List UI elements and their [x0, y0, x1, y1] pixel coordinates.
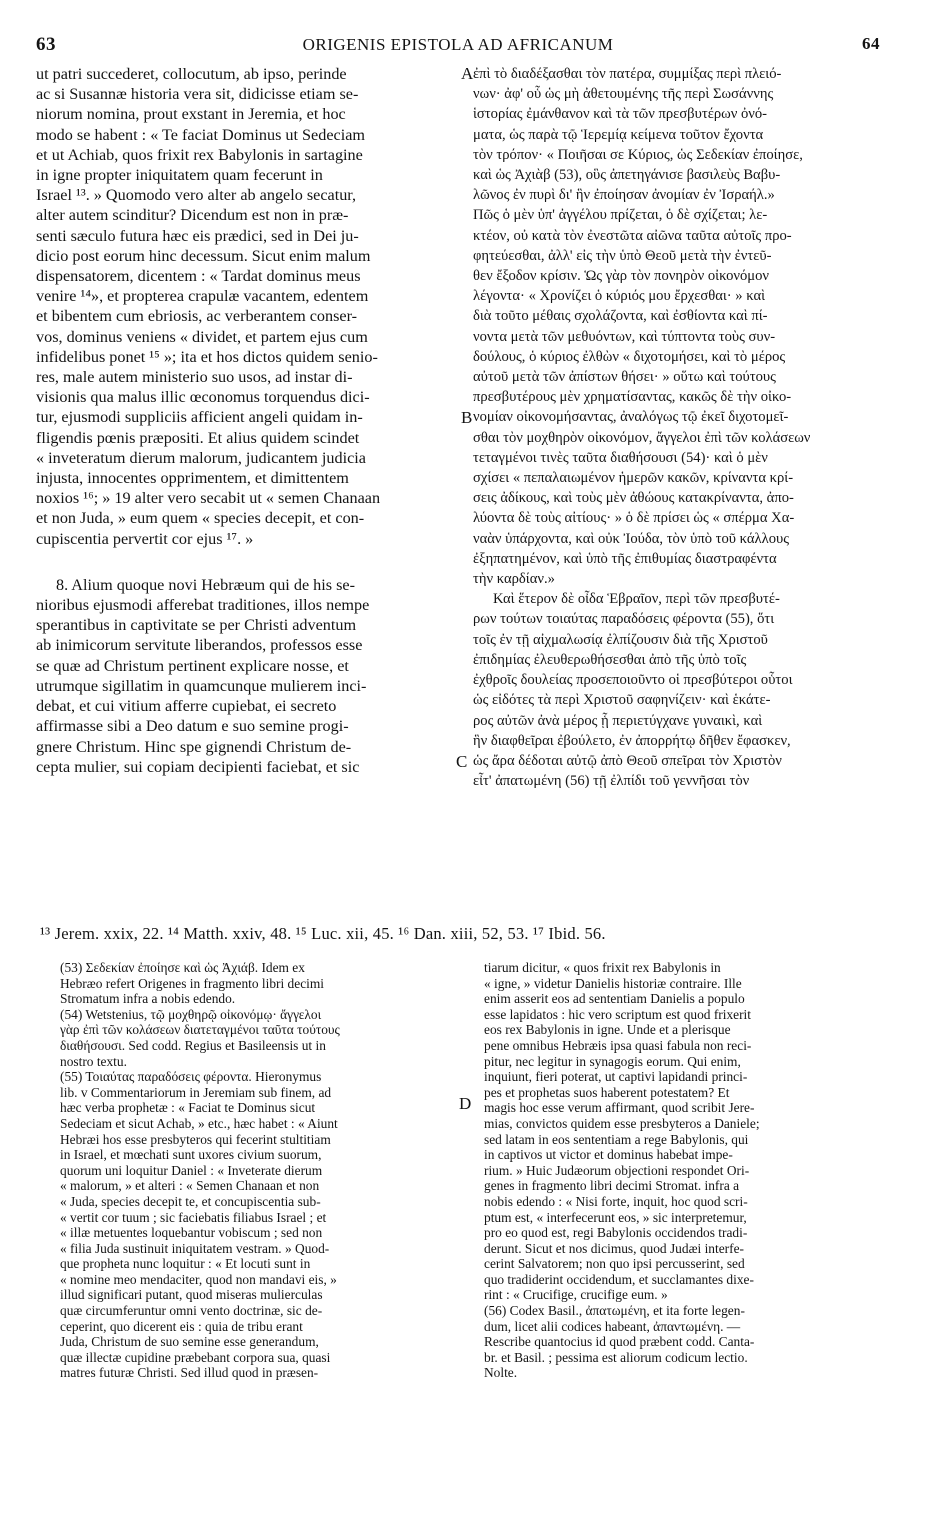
latin-text-line: venire ¹⁴», et propterea crapulæ vacantem, edentem	[36, 287, 369, 306]
footnote-line: sed latam in eos sententiam a rege Babylonis, qui	[484, 1131, 749, 1147]
footnote-line: matres futuræ Christi. Sed illud quod in præsen-	[60, 1365, 319, 1381]
greek-text-line: ἱστορίας ἐμάνθανον καὶ τὰ τῶν πρεσβυτέρων ὀνό-	[473, 106, 768, 123]
page-header	[36, 34, 880, 58]
latin-text-line: visionis qua malus illic œconomus torquendus dici-	[36, 388, 370, 407]
footnote-line: genes in fragmento libri decimi Stromat. infra a	[484, 1178, 740, 1194]
footnote-line: derunt. Sicut et nos dicimus, quod Judæi interfe-	[484, 1240, 744, 1256]
latin-text-line: injusta, innocentes opprimentem, et dimittentem	[36, 469, 349, 488]
greek-text-line: διὰ τοῦτο μέθαις σχολάζοντα, καὶ ἐσθίοντα καὶ πί-	[473, 308, 768, 325]
greek-column	[473, 64, 879, 791]
latin-text-line: dicio post eorum hinc decessum. Sicut enim malum	[36, 246, 371, 265]
greek-text-line: εἶτ' ἀπατωμένη (56) τῇ ἐλπίδι τοῦ γεννῆσαι τὸν	[473, 773, 750, 790]
footnote-line: nobis edendo : « Nisi forte, inquit, hoc quod scri-	[484, 1193, 748, 1209]
margin-marker-d: D	[459, 1094, 472, 1113]
greek-text-line: ἐχθροῖς δουλείας προσεποιοῦντο οἱ πρεσβύτεροι οὗτοι	[473, 672, 793, 689]
footnote-line: (53) Σεδεκίαν ἐποίησε καὶ ὡς Ἀχιάβ. Idem ex	[60, 960, 305, 975]
latin-text-line: alter autem scinditur? Dicendum est non in præ-	[36, 206, 349, 225]
greek-text-line: ἣν διαφθεῖραι ἐβούλετο, ἐν ἀπορρήτῳ δῆθεν ἔφασκεν,	[473, 732, 791, 749]
latin-text-line: cepta mulier, sui copiam decipienti faciebat, et sic	[36, 757, 360, 776]
footnote-line: « Juda, species decepit te, et concupiscentia sub-	[60, 1193, 321, 1209]
latin-text-line: noxios ¹⁶; » 19 alter vero secabit ut « semen Chanaan	[36, 489, 381, 508]
footnote-line: inquiunt, fieri poterat, ut captivi lapidandi princi-	[484, 1069, 748, 1085]
footnote-line: cerint Salvatorem; non quo ipsi percusserint, sed	[484, 1256, 745, 1272]
footnote-line: διαθήσουσι. Sed codd. Regius et Basileensis ut in	[60, 1037, 326, 1053]
margin-marker-c: C	[456, 752, 468, 771]
footnote-line: ptum est, « interfecerunt eos, » sic interpretemur,	[484, 1209, 747, 1225]
footnote-line: rint : « Crucifige, crucifige eum. »	[484, 1287, 668, 1303]
footnote-line: magis hoc esse verum affirmant, quod scribit Jere-	[484, 1100, 755, 1116]
greek-text-line: κτέον, οὐ κατὰ τὸν ἐνεστῶτα αἰῶνα ταῦτα αὐτοῖς προ-	[473, 227, 792, 244]
footnote-line: Stromatum infra a nobis edendo.	[60, 991, 236, 1007]
latin-text-line: ab inimicorum servitute liberandos, professos esse	[36, 636, 363, 655]
footnote-line: Sedeciam et sicut Achab, » etc., hæc habet : « Aiunt	[60, 1115, 338, 1131]
latin-text-line: niorum nomina, prout exstant in Jeremia, et hoc	[36, 105, 346, 124]
greek-text-line: τοῖς ἐν τῇ αἰχμαλωσίᾳ ἐλπίζουσιν διὰ τῆς Χριστοῦ	[473, 631, 768, 648]
latin-text-line: Israel ¹³. » Quomodo vero alter ab angelo secatur,	[36, 186, 357, 205]
footnote-line: pro eo quod est, regi Babylonis occidendos tradi-	[484, 1225, 748, 1241]
latin-text-line: gnere Christum. Hinc spe gignendi Christum de-	[36, 737, 352, 756]
footnote-line: Juda, Christum de suo semine esse generandum,	[60, 1334, 319, 1350]
footnote-line: Nolte.	[484, 1365, 518, 1381]
footnote-line: Hebræi hos esse presbyteros qui fecerint stultitiam	[60, 1131, 331, 1147]
latin-text-line: « inveteratum dierum malorum, judicantem judicia	[36, 448, 366, 467]
running-title: ORIGENIS EPISTOLA AD AFRICANUM	[302, 35, 614, 54]
latin-text-line: dispensatorem, dicentem : « Tardat dominus meus	[36, 267, 361, 286]
greek-text-line: νοντα μετὰ τῶν μεθυόντων, καὶ τύπτοντα τοὺς συν-	[473, 328, 776, 345]
latin-text-line: sperantibus in captivitate se per Christi adventum	[36, 616, 357, 635]
footnote-line: γὰρ ἐπὶ τῶν κολάσεων διατεταγμένοι ταῦτα τούτους	[60, 1022, 340, 1038]
footnote-line: pitur, nec legitur in synagogis eorum. Qui enim,	[484, 1053, 741, 1069]
footnotes-left-column	[60, 960, 452, 1381]
margin-marker-b: B	[461, 408, 473, 427]
greek-text-line: ἐπιδημίας ἐλευθερωθήσεσθαι ἀπὸ τῆς ὑπὸ τοῖς	[473, 651, 747, 668]
greek-text-line: ματα, ὡς παρὰ τῷ Ἱερεμίᾳ κείμενα τοῦτον ἔχοντα	[473, 126, 764, 143]
greek-text-line: ὡς εἰδότες τὰ περὶ Χριστοῦ σαφηνίζειν· καὶ ἑκάτε-	[473, 692, 771, 709]
footnote-line: (56) Codex Basil., ἀπατωμένη, et ita forte legen-	[484, 1303, 745, 1319]
footnote-line: « vertit cor tuum ; sic faciebatis filiabus Israel ; et	[60, 1209, 327, 1225]
greek-text-line: δούλους, ὁ κύριος ἐλθὼν « διχοτομήσει, καὶ τὸ μέρος	[473, 348, 786, 365]
greek-text-line: τεταγμένοι τινὲς ταῦτα διαθήσουσι (54)· καὶ ὁ μὲν	[473, 449, 768, 466]
greek-text-line: ρων τούτων τοιαύτας παραδόσεις φέροντα (55), ὅτι	[473, 611, 775, 628]
latin-text-line: se quæ ad Christum pertinent explicare nosse, et	[36, 656, 349, 675]
greek-text-line: ὡς ἄρα δέδοται αὐτῷ ἀπὸ Θεοῦ σπεῖραι τὸν Χριστὸν	[473, 752, 782, 769]
footnote-line: (54) Wetstenius, τῷ μοχθηρῷ οἰκονόμῳ· ἄγγελοι	[60, 1006, 322, 1022]
footnote-line: lib. v Commentariorum in Jeremiam sub finem, ad	[60, 1084, 332, 1100]
footnote-line: (55) Τοιαύτας παραδόσεις φέροντα. Hieronymus	[60, 1069, 322, 1085]
latin-column	[36, 64, 456, 777]
footnote-line: enim asserit eos ad sententiam Danielis a populo	[484, 991, 745, 1007]
greek-text-line: λῶνος ἐν πυρὶ δι' ἣν ἐποίησαν ἀνομίαν ἐν Ἰσραήλ.»	[473, 187, 775, 204]
greek-text-line: ρος αὐτῶν ἀνὰ μέρος ᾗ περιετύγχανε γυναικὶ, καὶ	[473, 712, 763, 729]
margin-marker-a: A	[461, 64, 474, 83]
greek-text-line: λέγοντα· « Χρονίζει ὁ κύριός μου ἔρχεσθαι· » καὶ	[473, 288, 766, 305]
footnote-line: « malorum, » et alteri : « Semen Chanaan et non	[60, 1178, 320, 1194]
greek-text-line: σθαι τὸν μοχθηρὸν οἰκονόμον, ἄγγελοι ἐπὶ τῶν κολάσεων	[473, 429, 811, 446]
greek-text-line: τὸν τρόπον· « Ποιῆσαι σε Κύριος, ὡς Σεδεκίαν ἐποίησε,	[473, 146, 803, 163]
greek-paragraph-2	[473, 589, 879, 791]
footnote-line: Rescribe quantocius id quod præbent codd. Canta-	[484, 1334, 755, 1350]
latin-text-line: debat, et cui vitium afferre cupiebat, ei secreto	[36, 697, 337, 716]
footnote-line: « illæ metuentes loquebantur vobiscum ; sed non	[60, 1225, 323, 1241]
footnote-line: « nomine meo mendaciter, quod non mandavi eis, »	[60, 1271, 337, 1287]
page-number-right: 64	[862, 34, 880, 53]
latin-text-line: res, male autem ministerio suo usos, ad instar di-	[36, 368, 353, 387]
latin-text-line: et bibentem cum ebriosis, ac verberantem conser-	[36, 307, 358, 326]
greek-text-line: καὶ ὡς Ἀχιὰβ (53), οὓς ἀπετηγάνισε βασιλεὺς Βαβυ-	[473, 167, 781, 184]
footnote-line: br. et Basil. ; pessima est aliorum codicum lectio.	[484, 1349, 748, 1365]
footnote-line: in captivos ut victor et dominus habebat impe-	[484, 1147, 733, 1163]
footnote-line: pene omnibus Hebræis ipsa quasi fabula non reci-	[484, 1037, 752, 1053]
greek-text-line: αὐτοῦ μετὰ τῶν ἀπίστων θήσει· » οὕτω καὶ τούτους	[473, 369, 776, 386]
latin-text-line: modo se habent : « Te faciat Dominus ut Sedeciam	[36, 125, 365, 144]
latin-text-line: cupiscentia pervertit cor ejus ¹⁷. »	[36, 529, 254, 548]
footnote-line: quo tradiderint occidendum, et succlamantes dixe-	[484, 1271, 754, 1287]
footnote-line: nostro textu.	[60, 1053, 127, 1069]
latin-text-line: infidelibus ponet ¹⁵ »; ita et hos dictos quidem senio-	[36, 347, 378, 366]
latin-text-line: ut patri succederet, collocutum, ab ipso, perinde	[36, 65, 347, 83]
greek-text-line: φητεύεσθαι, ἀλλ' εἰς τὴν ὑπὸ Θεοῦ μετὰ τὴν ἐντεῦ-	[473, 247, 772, 264]
greek-text-line: ναὰν ὑπάρχοντα, καὶ οὐκ Ἰούδα, τὸν ὑπὸ τοῦ κάλλους	[473, 530, 790, 547]
footnote-line: esse lapidatos : hic vero scriptum est quod frixerit	[484, 1006, 752, 1022]
latin-text-line: 8. Alium quoque novi Hebræum qui de his se-	[56, 575, 355, 594]
footnote-line: hæc verba prophetæ : « Faciat te Dominus sicut	[60, 1100, 316, 1116]
greek-text-line: πρεσβυτέρους μὲν χρηματίσαντας, κακῶς δὲ τὴν οἰκο-	[473, 389, 792, 406]
greek-text-line: ἐξηπατημένον, καὶ ὑπὸ τῆς ἐπιθυμίας διαστραφέντα	[473, 550, 777, 567]
page-number-left: 63	[36, 34, 56, 55]
greek-text-line: Πῶς ὁ μὲν ὑπ' ἀγγέλου πρίζεται, ὁ δὲ σχίζεται; λε-	[473, 207, 768, 224]
greek-text-line: νομίαν οἰκονομήσαντας, ἀναλόγως τῷ ἐκεῖ διχοτομεῖ-	[473, 409, 789, 426]
footnote-line: ceperint, quo dicerent eis : quia de tribu erant	[60, 1318, 303, 1334]
latin-text-line: tur, ejusmodi suppliciis afficient angeli quidam in-	[36, 408, 363, 427]
footnote-line: quæ circumferuntur omni vento doctrinæ, sic de-	[60, 1303, 323, 1319]
footnote-line: « filia Juda sustinuit iniquitatem vestram. » Quod-	[60, 1240, 330, 1256]
latin-paragraph-2	[36, 575, 456, 777]
latin-text-line: in igne propter iniquitatem quam fecerunt in	[36, 166, 323, 185]
latin-text-line: vos, dominus veniens « dividet, et partem ejus cum	[36, 327, 368, 346]
latin-text-line: ac si Susannæ historia vera sit, didicisse etiam se-	[36, 85, 359, 104]
latin-text-line: senti sæculo futura hæc eis prædici, sed in Dei ju-	[36, 226, 359, 245]
footnote-line: que propheta nunc loquitur : « Et locuti sunt in	[60, 1256, 311, 1272]
greek-text-line: Καὶ ἕτερον δὲ οἶδα Ἑβραῖον, περὶ τῶν πρεσβυτέ-	[493, 591, 780, 608]
greek-text-line: σχίσει « πεπαλαιωμένον ἡμερῶν κακῶν, κρίναντα κρί-	[473, 470, 794, 487]
latin-text-line: et non Juda, » eum quem « species decepit, et con-	[36, 509, 365, 528]
greek-text-line: τὴν καρδίαν.»	[473, 571, 555, 588]
latin-text-line: affirmasse sibi a Deo datum e suo semine progi-	[36, 717, 349, 736]
greek-text-line: νων· ἀφ' οὗ ὡς μὴ ἀθετουμένης τῆς περὶ Σωσάννης	[473, 86, 774, 103]
footnote-line: illud significari putant, quod miseras mulierculas	[60, 1287, 323, 1303]
footnote-line: rium. » Huic Judæorum objectioni respondet Ori-	[484, 1162, 750, 1178]
footnote-line: quæ illectæ cupidine præbebant corpora sua, quasi	[60, 1349, 331, 1365]
greek-paragraph-1	[473, 64, 879, 589]
scripture-references: ¹³ Jerem. xxix, 22. ¹⁴ Matth. xxiv, 48. ¹⁵ Luc. xii, 45. ¹⁶ Dan. xiii, 52, 53. ¹⁷ Ibid. 56.	[40, 924, 606, 943]
latin-paragraph-1	[36, 64, 456, 549]
latin-text-line: utrumque sigillatim in quamcunque mulierem inci-	[36, 676, 367, 695]
footnote-line: pes et prophetas suos haberent potestatem? Et	[484, 1084, 730, 1100]
latin-text-line: fligendis pœnis præpositi. Et alius quidem scindet	[36, 428, 360, 447]
greek-text-line: λύοντα δὲ τοὺς αἰτίους· » ὁ δὲ πρίσει ὡς « σπέρμα Χα-	[473, 510, 795, 527]
latin-text-line: et ut Achiab, quos frixit rex Babylonis in sartagine	[36, 145, 363, 164]
footnote-line: Hebræo refert Origenes in fragmento libri decimi	[60, 975, 325, 991]
latin-text-line: nioribus ejusmodi afferebat traditiones, illos nempe	[36, 596, 370, 615]
footnote-line: mias, convictos quidem esse presbyteros a Daniele;	[484, 1115, 760, 1131]
footnotes-right-column	[484, 960, 876, 1381]
footnote-line: « igne, » videtur Danielis historiæ contraire. Ille	[484, 975, 742, 991]
footnote-line: quorum uni loquitur Daniel : « Inveterate dierum	[60, 1162, 323, 1178]
greek-text-line: σεις ἀδίκους, καὶ τοὺς μὲν ἀθώους κατακρίναντα, ἀπο-	[473, 490, 794, 507]
footnote-line: dum, licet alii codices habeant, ἀπαντωμένη. —	[484, 1318, 741, 1334]
footnote-line: tiarum dicitur, « quos frixit rex Babylonis in	[484, 960, 721, 975]
greek-text-line: ἐπὶ τὸ διαδέξασθαι τὸν πατέρα, συμμίξας περὶ πλειό-	[473, 66, 782, 82]
footnote-line: eos rex Babylonis in igne. Unde et a plerisque	[484, 1022, 731, 1038]
greek-text-line: θεν ἔξοδον κρίσιν. Ὡς γὰρ τὸν πονηρὸν οἰκονόμον	[473, 268, 770, 285]
footnote-line: in Israel, et mœchati sunt uxores civium suorum,	[60, 1147, 322, 1163]
